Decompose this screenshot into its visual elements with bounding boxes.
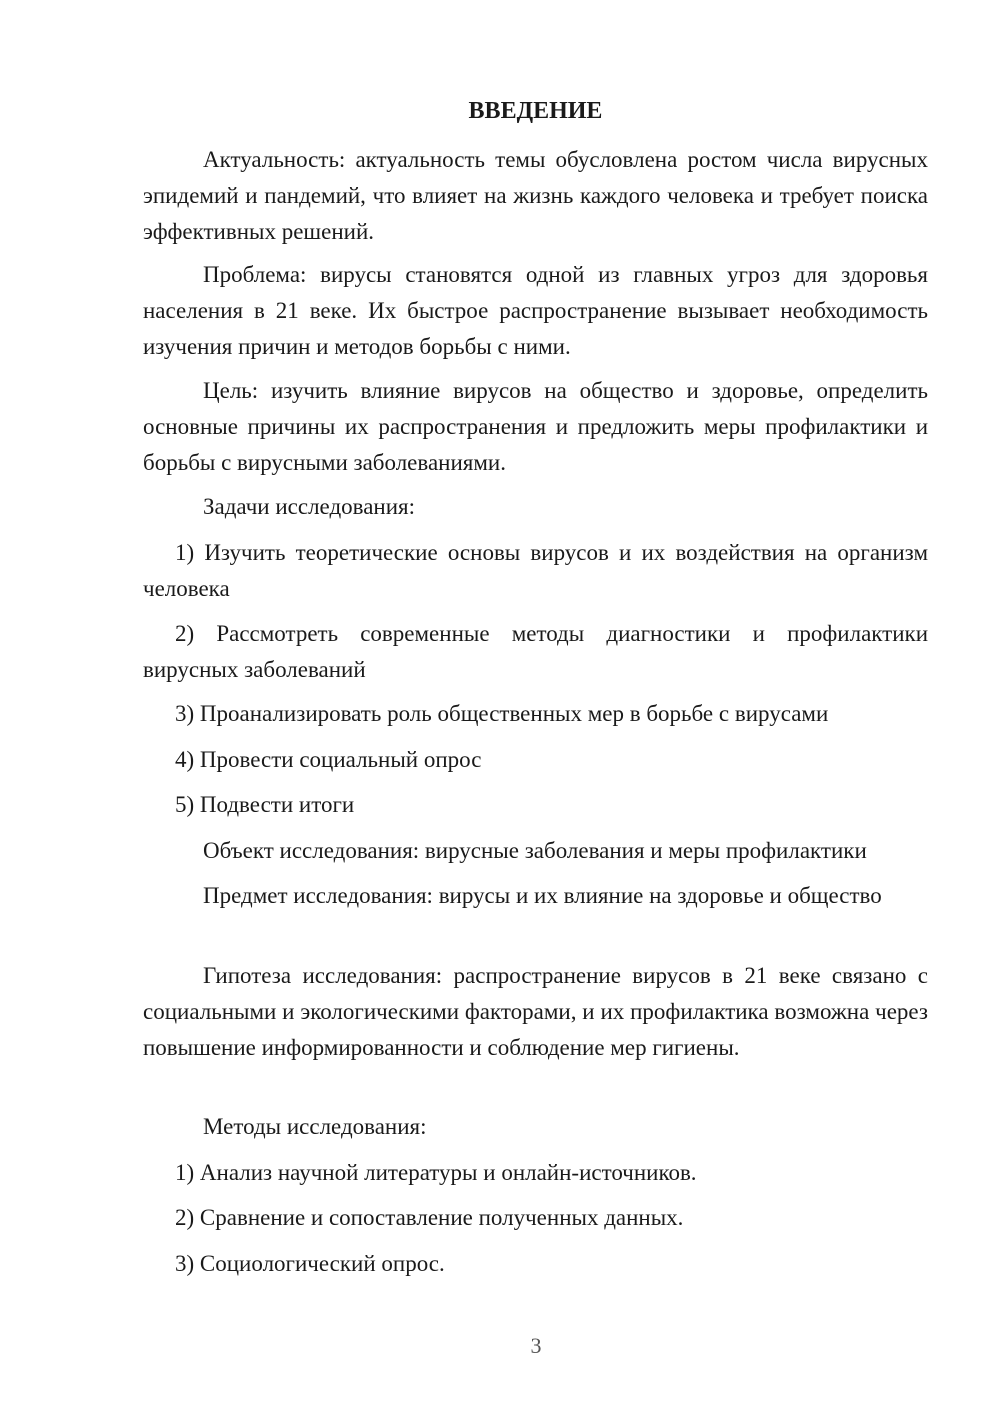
method-item-3: 3) Социологический опрос. xyxy=(175,1251,445,1276)
section-title: ВВЕДЕНИЕ xyxy=(468,98,603,124)
methods-heading: Методы исследования: xyxy=(203,1114,427,1139)
problem-paragraph: Проблема: вирусы становятся одной из главных угроз для здоровья населения в 21 веке. Их быстрое распространение вызывает необходимость изучения причин и методов борьбы с ними. xyxy=(143,262,928,359)
method-item-2: 2) Сравнение и сопоставление полученных данных. xyxy=(175,1205,684,1230)
object-paragraph: Объект исследования: вирусные заболевания и меры профилактики xyxy=(203,838,867,863)
task-item-1: 1) Изучить теоретические основы вирусов и их воздействия на организм человека xyxy=(143,540,928,601)
method-item-1: 1) Анализ научной литературы и онлайн-источников. xyxy=(175,1160,697,1185)
relevance-paragraph: Актуальность: актуальность темы обусловлена ростом числа вирусных эпидемий и пандемий, что влияет на жизнь каждого человека и требует поиска эффективных решений. xyxy=(143,147,928,244)
hypothesis-paragraph: Гипотеза исследования: распространение вирусов в 21 веке связано с социальными и экологическими факторами, и их профилактика возможна через повышение информированности и соблюдение мер гигиены. xyxy=(143,963,928,1060)
task-item-2: 2) Рассмотреть современные методы диагностики и профилактики вирусных заболеваний xyxy=(143,621,928,682)
page-number: 3 xyxy=(530,1333,542,1358)
task-item-3: 3) Проанализировать роль общественных мер в борьбе с вирусами xyxy=(175,701,829,726)
goal-paragraph: Цель: изучить влияние вирусов на общество и здоровье, определить основные причины их распространения и предложить меры профилактики и борьбы с вирусными заболеваниями. xyxy=(143,378,928,475)
tasks-heading: Задачи исследования: xyxy=(203,494,416,519)
task-item-4: 4) Провести социальный опрос xyxy=(175,747,482,772)
subject-paragraph: Предмет исследования: вирусы и их влияние на здоровье и общество xyxy=(203,883,882,908)
task-item-5: 5) Подвести итоги xyxy=(175,792,355,817)
